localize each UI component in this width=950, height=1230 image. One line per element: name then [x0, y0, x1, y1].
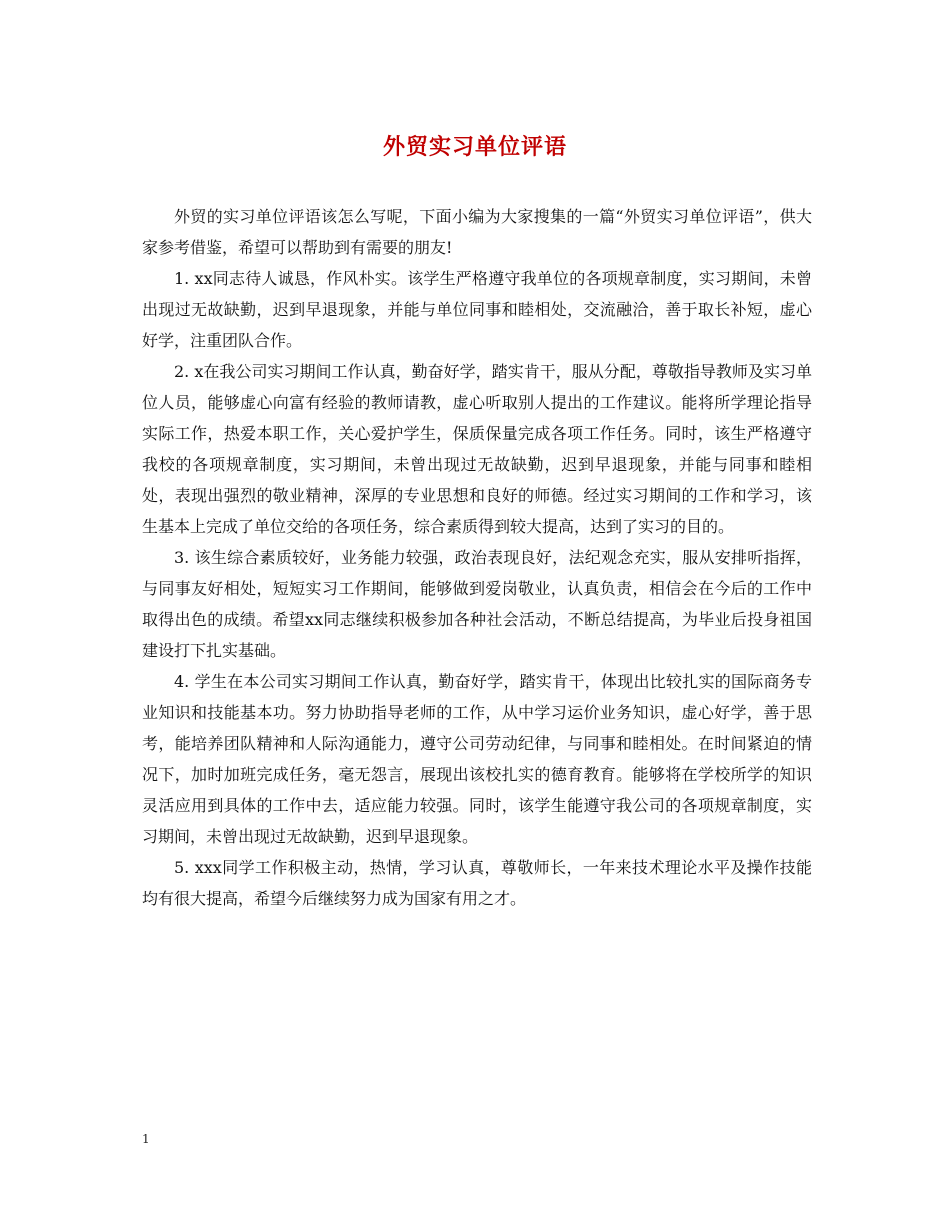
- intro-paragraph: 外贸的实习单位评语该怎么写呢，下面小编为大家搜集的一篇“外贸实习单位评语”，供大家参考借鉴，希望可以帮助到有需要的朋友!: [142, 207, 812, 257]
- document-body: [142, 201, 812, 914]
- document-title: 外贸实习单位评语: [382, 134, 567, 160]
- page-number: 1: [142, 1132, 150, 1146]
- comment-paragraph-2: 2. x在我公司实习期间工作认真，勤奋好学，踏实肯干，服从分配，尊敬指导教师及实习单位人员，能够虚心向富有经验的教师请教，虚心听取别人提出的工作建议。能将所学理论指导实际工作，热爱本职工作，关心爱护学生，保质保量完成各项工作任务。同时，该生严格遵守我校的各项规章制度，实习期间，未曾出现过无故缺勤，迟到早退现象，并能与同事和睦相处，表现出强烈的敬业精神，深厚的专业思想和良好的师德。经过实习期间的工作和学习，该生基本上完成了单位交给的各项任务，综合素质得到较大提高，达到了实习的目的。: [142, 362, 812, 536]
- comment-paragraph-4: 4. 学生在本公司实习期间工作认真，勤奋好学，踏实肯干，体现出比较扎实的国际商务专业知识和技能基本功。努力协助指导老师的工作，从中学习运价业务知识，虚心好学，善于思考，能培养团队精神和人际沟通能力，遵守公司劳动纪律，与同事和睦相处。在时间紧迫的情况下，加时加班完成任务，毫无怨言，展现出该校扎实的德育教育。能够将在学校所学的知识灵活应用到具体的工作中去，适应能力较强。同时，该学生能遵守我公司的各项规章制度，实习期间，未曾出现过无故缺勤，迟到早退现象。: [142, 672, 812, 846]
- comment-paragraph-5: 5. xxx同学工作积极主动，热情，学习认真，尊敬师长，一年来技术理论水平及操作技能均有很大提高，希望今后继续努力成为国家有用之才。: [142, 858, 812, 908]
- comment-paragraph-3: 3. 该生综合素质较好，业务能力较强，政治表现良好，法纪观念充实，服从安排听指挥，与同事友好相处，短短实习工作期间，能够做到爱岗敬业，认真负责，相信会在今后的工作中取得出色的成绩。希望xx同志继续积极参加各种社会活动，不断总结提高，为毕业后投身祖国建设打下扎实基础。: [142, 548, 812, 660]
- comment-paragraph-1: 1. xx同志待人诚恳，作风朴实。该学生严格遵守我单位的各项规章制度，实习期间，未曾出现过无故缺勤，迟到早退现象，并能与单位同事和睦相处，交流融洽，善于取长补短，虚心好学，注重团队合作。: [142, 269, 812, 350]
